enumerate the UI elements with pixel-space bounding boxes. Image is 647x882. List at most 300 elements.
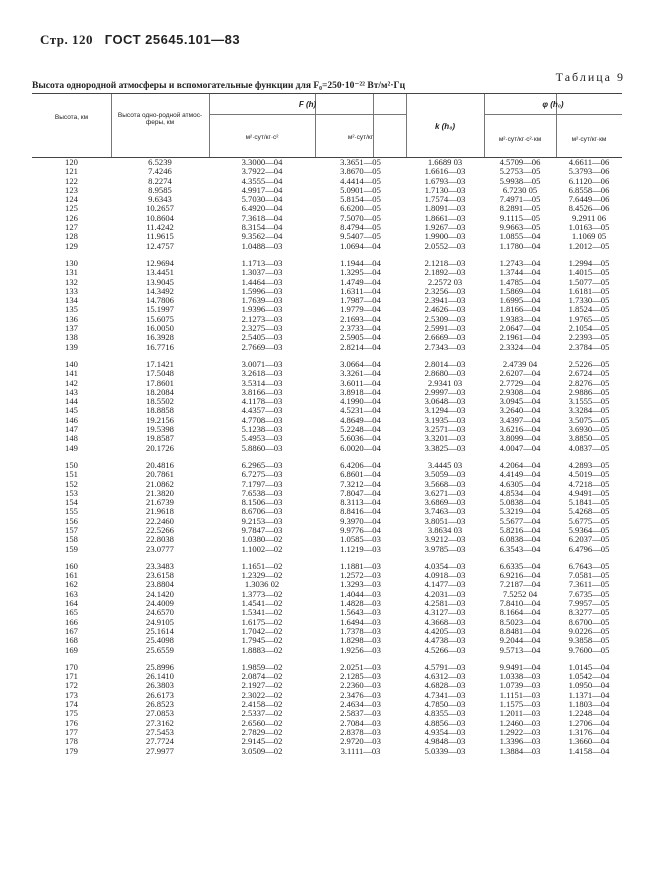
cell-phi-unit1: 1.3744—04 <box>499 268 541 278</box>
cell-height: 173 <box>65 690 78 700</box>
page-header <box>40 32 248 48</box>
cell-F-unit2: 2.1285—03 <box>340 672 381 682</box>
cell-homog-height: 18.2084 <box>146 387 174 397</box>
cell-phi-unit1: 5.3219—04 <box>499 507 541 517</box>
cell-k: 1.8661—03 <box>424 213 466 223</box>
cell-height: 166 <box>65 617 78 627</box>
cell-phi-unit1: 1.3396—03 <box>499 737 541 747</box>
cell-k: 4.0354—03 <box>424 561 466 571</box>
cell-height: 137 <box>65 324 78 334</box>
cell-F-unit2: 7.5070—05 <box>340 213 381 223</box>
cell-k: 1.7574—03 <box>424 195 466 205</box>
cell-F-unit1: 4.1178—03 <box>241 397 283 407</box>
cell-F-unit1: 1.7945—02 <box>241 636 283 646</box>
cell-F-unit2: 8.8416—04 <box>340 507 381 517</box>
table-label: Таблица 9 <box>555 70 625 84</box>
cell-phi-unit2: 3.6930—05 <box>568 425 610 435</box>
cell-homog-height: 8.2274 <box>148 176 172 186</box>
cell-phi-unit2: 9.0226—05 <box>568 626 610 636</box>
cell-k: 4.0918—03 <box>424 571 466 581</box>
table-row <box>32 618 622 627</box>
cell-F-unit2: 1.2572—03 <box>340 571 381 581</box>
cell-phi-unit2: 5.9364—05 <box>568 525 610 535</box>
cell-homog-height: 8.9585 <box>148 185 172 195</box>
cell-height: 179 <box>65 746 78 756</box>
cell-F-unit1: 8.3154—04 <box>241 223 283 233</box>
cell-height: 168 <box>65 636 78 646</box>
cell-F-unit1: 4.3555—04 <box>241 176 283 186</box>
cell-F-unit2: 2.3733—04 <box>340 324 381 334</box>
table-row <box>32 480 622 489</box>
cell-k: 4.3668—03 <box>424 617 466 627</box>
cell-F-unit2: 7.8047—04 <box>340 488 381 498</box>
cell-phi-unit2: 9.3858—05 <box>568 636 610 646</box>
cell-height: 178 <box>65 737 78 747</box>
col-phi-unit1: м²·сут/кг·с²·км <box>498 136 542 143</box>
cell-homog-height: 23.3483 <box>146 561 174 571</box>
cell-F-unit2: 3.6011—04 <box>340 378 381 388</box>
table-caption: Высота однородной атмосферы и вспомогательные функции для F₀=250·10⁻²² Вт/м²·Гц <box>32 81 406 91</box>
table-row <box>32 287 622 296</box>
cell-k: 3.9212—03 <box>424 535 466 545</box>
table-row <box>32 728 622 737</box>
cell-F-unit1: 2.6560—02 <box>241 718 283 728</box>
cell-F-unit2: 6.0020—04 <box>340 443 381 453</box>
cell-height: 152 <box>65 479 78 489</box>
cell-homog-height: 15.6075 <box>146 314 174 324</box>
cell-k: 4.4738—03 <box>424 636 466 646</box>
table-row <box>32 406 622 415</box>
cell-phi-unit2: 1.0163—05 <box>568 223 610 233</box>
cell-F-unit1: 6.7275—03 <box>241 470 283 480</box>
cell-F-unit1: 6.2965—03 <box>241 460 283 470</box>
cell-F-unit2: 2.3476—03 <box>340 690 381 700</box>
cell-k: 1.6793—03 <box>424 176 466 186</box>
cell-height: 134 <box>65 296 78 306</box>
cell-homog-height: 17.5048 <box>146 369 174 379</box>
cell-phi-unit1: 3.8099—04 <box>499 434 541 444</box>
cell-height: 143 <box>65 387 78 397</box>
table-row <box>32 278 622 287</box>
cell-phi-unit2: 2.2393—05 <box>568 333 610 343</box>
cell-phi-unit1: 6.6335—04 <box>499 561 541 571</box>
cell-height: 172 <box>65 681 78 691</box>
table-row <box>32 737 622 746</box>
cell-F-unit2: 1.9256—03 <box>340 645 381 655</box>
cell-F-unit1: 1.9396—03 <box>241 305 283 315</box>
cell-F-unit2: 1.1881—03 <box>340 561 381 571</box>
cell-homog-height: 27.7724 <box>146 737 174 747</box>
cell-height: 142 <box>65 378 78 388</box>
cell-k: 3.6869—03 <box>424 498 466 508</box>
cell-F-unit2: 1.5643—03 <box>340 608 381 618</box>
cell-height: 158 <box>65 535 78 545</box>
cell-phi-unit2: 1.3660—04 <box>568 737 610 747</box>
cell-homog-height: 26.8523 <box>146 700 174 710</box>
cell-k: 5.0339—03 <box>424 746 466 756</box>
cell-homog-height: 17.8601 <box>146 378 174 388</box>
cell-phi-unit2: 9.7600—05 <box>568 645 610 655</box>
cell-F-unit2: 8.3113—04 <box>340 498 381 508</box>
table-row <box>32 204 622 213</box>
cell-homog-height: 25.1614 <box>146 626 174 636</box>
cell-homog-height: 24.6570 <box>146 608 174 618</box>
cell-F-unit2: 2.9720—03 <box>340 737 381 747</box>
cell-k: 4.6828—03 <box>424 681 466 691</box>
table-row <box>32 324 622 333</box>
cell-F-unit1: 9.3562—04 <box>241 232 283 242</box>
cell-F-unit1: 2.0874—02 <box>241 672 283 682</box>
cell-F-unit1: 1.4464—03 <box>241 277 283 287</box>
cell-height: 147 <box>65 425 78 435</box>
cell-phi-unit1: 2.1961—04 <box>499 333 541 343</box>
table-header <box>32 93 622 158</box>
table-row <box>32 434 622 443</box>
cell-k: 1.9900—03 <box>424 232 466 242</box>
cell-F-unit1: 1.5996—03 <box>241 286 283 296</box>
cell-k: 1.6689 03 <box>427 158 463 167</box>
col-phi-unit2: м²·сут/кг·км <box>571 136 607 143</box>
cell-k: 3.6271—03 <box>424 488 466 498</box>
cell-k: 3.1935—03 <box>424 415 466 425</box>
cell-F-unit2: 1.7378—03 <box>340 626 381 636</box>
cell-F-unit2: 1.6494—03 <box>340 617 381 627</box>
cell-phi-unit2: 1.3176—04 <box>568 727 610 737</box>
cell-phi-unit2: 7.6735—05 <box>568 589 610 599</box>
cell-homog-height: 21.0862 <box>146 479 174 489</box>
cell-phi-unit2: 4.0837—05 <box>568 443 610 453</box>
cell-phi-unit2: 7.9957—05 <box>568 599 610 609</box>
cell-F-unit1: 1.7042—02 <box>241 626 283 636</box>
row-group <box>32 158 622 251</box>
cell-homog-height: 6.5239 <box>148 158 172 167</box>
cell-k: 1.9267—03 <box>424 223 466 233</box>
cell-F-unit2: 4.4414—05 <box>340 176 381 186</box>
cell-height: 164 <box>65 599 78 609</box>
cell-phi-unit1: 6.7230 05 <box>502 185 538 195</box>
cell-F-unit1: 1.3773—02 <box>241 589 283 599</box>
cell-phi-unit2: 1.1371—04 <box>568 690 610 700</box>
cell-F-unit1: 7.3618—04 <box>241 213 283 223</box>
cell-phi-unit2: 4.6611—06 <box>568 158 610 167</box>
cell-height: 128 <box>65 232 78 242</box>
cell-F-unit1: 1.0380—02 <box>241 535 283 545</box>
cell-phi-unit2: 3.3284—05 <box>568 406 610 416</box>
cell-F-unit2: 4.8649—04 <box>340 415 381 425</box>
cell-homog-height: 27.9977 <box>146 746 174 756</box>
cell-phi-unit1: 9.2044—04 <box>499 636 541 646</box>
cell-F-unit1: 4.4357—03 <box>241 406 283 416</box>
cell-phi-unit2: 2.5226—05 <box>568 359 610 369</box>
cell-F-unit2: 1.8298—03 <box>340 636 381 646</box>
cell-F-unit2: 9.3970—04 <box>340 516 381 526</box>
cell-phi-unit1: 3.0945—04 <box>499 397 541 407</box>
cell-F-unit1: 7.1797—03 <box>241 479 283 489</box>
table-row <box>32 305 622 314</box>
cell-k: 3.2571—03 <box>424 425 466 435</box>
table-row <box>32 177 622 186</box>
cell-F-unit2: 6.4206—04 <box>340 460 381 470</box>
cell-phi-unit1: 3.4397—04 <box>499 415 541 425</box>
table-row <box>32 571 622 580</box>
cell-phi-unit1: 2.7729—04 <box>499 378 541 388</box>
cell-k: 3.3825—03 <box>424 443 466 453</box>
cell-height: 156 <box>65 516 78 526</box>
cell-phi-unit2: 2.6724—05 <box>568 369 610 379</box>
cell-homog-height: 25.4098 <box>146 636 174 646</box>
cell-k: 2.5991—03 <box>424 324 466 334</box>
cell-k: 3.5668—03 <box>424 479 466 489</box>
cell-homog-height: 15.1997 <box>146 305 174 315</box>
cell-phi-unit1: 4.0047—04 <box>499 443 541 453</box>
cell-F-unit1: 2.1273—03 <box>241 314 283 324</box>
cell-phi-unit2: 2.3784—05 <box>568 342 610 352</box>
cell-k: 4.3127—03 <box>424 608 466 618</box>
cell-height: 124 <box>65 195 78 205</box>
cell-F-unit2: 1.3293—03 <box>340 580 381 590</box>
cell-homog-height: 17.1421 <box>146 359 174 369</box>
cell-F-unit2: 2.8378—03 <box>340 727 381 737</box>
cell-k: 2.6669—03 <box>424 333 466 343</box>
cell-phi-unit2: 2.9886—05 <box>568 387 610 397</box>
cell-k: 3.4445 03 <box>427 460 463 470</box>
cell-phi-unit1: 2.4739 04 <box>502 359 538 369</box>
cell-height: 129 <box>65 241 78 251</box>
cell-k: 2.8014—03 <box>424 359 466 369</box>
cell-phi-unit2: 1.4158—04 <box>568 746 610 756</box>
cell-phi-unit2: 8.4526—06 <box>568 204 610 214</box>
cell-height: 176 <box>65 718 78 728</box>
cell-phi-unit2: 1.6181—05 <box>568 286 610 296</box>
cell-homog-height: 27.3162 <box>146 718 174 728</box>
cell-height: 150 <box>65 460 78 470</box>
cell-homog-height: 21.9618 <box>146 507 174 517</box>
cell-F-unit2: 7.3212—04 <box>340 479 381 489</box>
cell-homog-height: 24.4009 <box>146 599 174 609</box>
cell-phi-unit2: 3.8850—05 <box>568 434 610 444</box>
cell-F-unit1: 3.5314—03 <box>241 378 283 388</box>
cell-height: 149 <box>65 443 78 453</box>
table-row <box>32 663 622 672</box>
cell-k: 1.6616—03 <box>424 167 466 177</box>
cell-height: 171 <box>65 672 78 682</box>
cell-phi-unit2: 2.1054—05 <box>568 324 610 334</box>
cell-homog-height: 22.8038 <box>146 535 174 545</box>
cell-k: 2.1892—03 <box>424 268 466 278</box>
cell-k: 4.7341—03 <box>424 690 466 700</box>
cell-phi-unit2: 7.0581—05 <box>568 571 610 581</box>
row-group <box>32 663 622 756</box>
table-row <box>32 315 622 324</box>
cell-F-unit2: 3.0664—04 <box>340 359 381 369</box>
cell-phi-unit2: 1.2248—04 <box>568 709 610 719</box>
cell-homog-height: 9.6343 <box>148 195 172 205</box>
cell-F-unit1: 5.1238—03 <box>241 425 283 435</box>
cell-phi-unit1: 2.3324—04 <box>499 342 541 352</box>
cell-F-unit1: 3.2618—03 <box>241 369 283 379</box>
cell-F-unit1: 7.6538—03 <box>241 488 283 498</box>
cell-height: 155 <box>65 507 78 517</box>
cell-F-unit1: 1.4541—02 <box>241 599 283 609</box>
cell-F-unit2: 1.6311—04 <box>340 286 381 296</box>
cell-k: 2.4626—03 <box>424 305 466 315</box>
cell-F-unit2: 1.3295—04 <box>340 268 381 278</box>
cell-phi-unit1: 5.9938—05 <box>499 176 541 186</box>
cell-phi-unit1: 9.5713—04 <box>499 645 541 655</box>
table-row <box>32 517 622 526</box>
cell-F-unit1: 3.0071—03 <box>241 359 283 369</box>
table-row <box>32 498 622 507</box>
cell-phi-unit1: 5.5677—04 <box>499 516 541 526</box>
cell-k: 1.7130—03 <box>424 185 466 195</box>
cell-height: 163 <box>65 589 78 599</box>
cell-phi-unit1: 4.8534—04 <box>499 488 541 498</box>
cell-height: 175 <box>65 709 78 719</box>
cell-phi-unit2: 1.1069 05 <box>571 232 607 242</box>
cell-F-unit2: 1.0585—03 <box>340 535 381 545</box>
cell-homog-height: 12.9694 <box>146 258 174 268</box>
cell-F-unit2: 8.4794—05 <box>340 223 381 233</box>
cell-homog-height: 16.3928 <box>146 333 174 343</box>
cell-k: 4.7850—03 <box>424 700 466 710</box>
cell-phi-unit1: 4.2064—04 <box>499 460 541 470</box>
cell-phi-unit1: 1.8166—04 <box>499 305 541 315</box>
cell-homog-height: 22.5266 <box>146 525 174 535</box>
cell-height: 133 <box>65 286 78 296</box>
cell-F-unit1: 4.9917—04 <box>241 185 283 195</box>
table-row <box>32 425 622 434</box>
col-group-phi: φ (h₀) <box>542 100 564 109</box>
cell-k: 2.1218—03 <box>424 258 466 268</box>
table-row <box>32 489 622 498</box>
cell-phi-unit2: 1.2706—04 <box>568 718 610 728</box>
cell-phi-unit1: 1.6995—04 <box>499 296 541 306</box>
cell-F-unit2: 3.3261—04 <box>340 369 381 379</box>
cell-homog-height: 11.9615 <box>146 232 174 242</box>
cell-k: 3.8051—03 <box>424 516 466 526</box>
cell-F-unit1: 3.8166—03 <box>241 387 283 397</box>
cell-homog-height: 13.9045 <box>146 277 174 287</box>
cell-phi-unit2: 1.4015—05 <box>568 268 610 278</box>
table-row <box>32 672 622 681</box>
cell-phi-unit1: 5.2753—05 <box>499 167 541 177</box>
cell-homog-height: 19.8587 <box>146 434 174 444</box>
cell-F-unit1: 1.3036 02 <box>244 580 280 590</box>
cell-homog-height: 27.5453 <box>146 727 174 737</box>
cell-homog-height: 13.4451 <box>146 268 174 278</box>
cell-height: 122 <box>65 176 78 186</box>
row-group <box>32 259 622 352</box>
cell-F-unit2: 3.3651—05 <box>340 158 381 167</box>
cell-F-unit1: 1.3037—03 <box>241 268 283 278</box>
cell-F-unit2: 1.0694—04 <box>340 241 381 251</box>
table-row <box>32 580 622 589</box>
cell-homog-height: 21.6739 <box>146 498 174 508</box>
cell-F-unit2: 2.2360—03 <box>340 681 381 691</box>
cell-height: 125 <box>65 204 78 214</box>
cell-phi-unit1: 9.9663—05 <box>499 223 541 233</box>
cell-homog-height: 19.2156 <box>146 415 174 425</box>
cell-k: 4.2581—03 <box>424 599 466 609</box>
table-row <box>32 158 622 167</box>
cell-homog-height: 7.4246 <box>148 167 172 177</box>
cell-k: 4.9354—03 <box>424 727 466 737</box>
cell-phi-unit2: 6.1120—06 <box>568 176 610 186</box>
cell-k: 4.9848—03 <box>424 737 466 747</box>
cell-F-unit1: 3.7922—04 <box>241 167 283 177</box>
cell-F-unit1: 9.7847—03 <box>241 525 283 535</box>
cell-F-unit1: 1.1713—03 <box>241 258 283 268</box>
table-row <box>32 360 622 369</box>
table-row <box>32 700 622 709</box>
table-row <box>32 388 622 397</box>
cell-phi-unit1: 1.2460—03 <box>499 718 541 728</box>
table-row <box>32 223 622 232</box>
cell-height: 159 <box>65 544 78 554</box>
row-group <box>32 360 622 453</box>
table-row <box>32 608 622 617</box>
cell-F-unit1: 1.9859—02 <box>241 662 283 672</box>
cell-homog-height: 25.8996 <box>146 662 174 672</box>
table-row <box>32 444 622 453</box>
cell-phi-unit1: 9.1115—05 <box>499 213 541 223</box>
cell-phi-unit1: 4.6305—04 <box>499 479 541 489</box>
table-row <box>32 333 622 342</box>
cell-F-unit1: 1.2329—02 <box>241 571 283 581</box>
cell-k: 4.8856—03 <box>424 718 466 728</box>
cell-homog-height: 14.7806 <box>146 296 174 306</box>
cell-homog-height: 22.2460 <box>146 516 174 526</box>
cell-F-unit2: 9.9776—04 <box>340 525 381 535</box>
cell-height: 130 <box>65 258 78 268</box>
cell-phi-unit1: 1.0739—03 <box>499 681 541 691</box>
cell-F-unit1: 4.7708—03 <box>241 415 283 425</box>
cell-phi-unit2: 7.3611—05 <box>568 580 610 590</box>
cell-phi-unit2: 1.8524—05 <box>568 305 610 315</box>
cell-phi-unit1: 8.5023—04 <box>499 617 541 627</box>
cell-k: 2.5309—03 <box>424 314 466 324</box>
table-row <box>32 343 622 352</box>
cell-k: 4.8355—03 <box>424 709 466 719</box>
cell-phi-unit2: 1.5077—05 <box>568 277 610 287</box>
cell-height: 169 <box>65 645 78 655</box>
cell-phi-unit1: 6.9216—04 <box>499 571 541 581</box>
cell-F-unit1: 2.4158—02 <box>241 700 283 710</box>
cell-F-unit1: 2.5405—03 <box>241 333 283 343</box>
cell-height: 145 <box>65 406 78 416</box>
table-row <box>32 232 622 241</box>
cell-phi-unit1: 5.8216—04 <box>499 525 541 535</box>
cell-k: 3.3201—03 <box>424 434 466 444</box>
cell-homog-height: 25.6559 <box>146 645 174 655</box>
cell-F-unit1: 1.0488—03 <box>241 241 283 251</box>
table-row <box>32 681 622 690</box>
cell-phi-unit2: 4.2893—05 <box>568 460 610 470</box>
cell-height: 123 <box>65 185 78 195</box>
cell-F-unit1: 2.7829—02 <box>241 727 283 737</box>
cell-k: 4.2031—03 <box>424 589 466 599</box>
cell-phi-unit2: 8.3277—05 <box>568 608 610 618</box>
cell-phi-unit1: 3.2640—04 <box>499 406 541 416</box>
cell-F-unit1: 1.5341—02 <box>241 608 283 618</box>
cell-phi-unit1: 1.1780—04 <box>499 241 541 251</box>
cell-phi-unit2: 1.2012—05 <box>568 241 610 251</box>
cell-height: 161 <box>65 571 78 581</box>
cell-phi-unit2: 9.2911 06 <box>571 213 607 223</box>
cell-phi-unit1: 9.9491—04 <box>499 662 541 672</box>
cell-height: 140 <box>65 359 78 369</box>
table-row <box>32 296 622 305</box>
